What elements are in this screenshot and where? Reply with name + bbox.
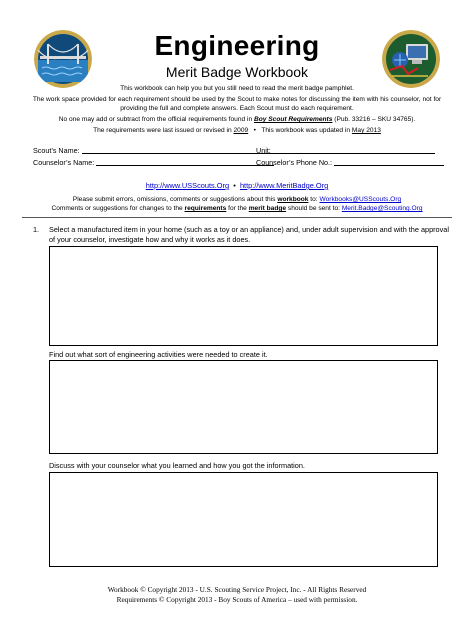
link-separator: • xyxy=(233,181,236,190)
intro-line-4 xyxy=(30,115,444,124)
website-links xyxy=(0,181,474,190)
requirement-1-line-1: Select a manufactured item in your home (such as a toy or an appliance) and, under adult supervision and with the approval xyxy=(49,225,449,234)
intro-line-2: The work space provided for each requirement should be used by the Scout to make notes for discussing the item with his counselor, not for xyxy=(32,96,442,103)
for-the-word: for the xyxy=(228,205,247,212)
requirement-1-line-2: of your counselor, investigate how and why it works as it does. xyxy=(49,234,251,244)
counselor-name-label: Counselor’s Name: xyxy=(33,158,95,167)
errors-contact-line xyxy=(0,196,474,203)
bullet-separator: • xyxy=(253,127,256,134)
counselor-name-field[interactable] xyxy=(33,158,274,167)
boy-scout-requirements-title: Boy Scout Requirements xyxy=(253,116,333,123)
page-title: Engineering xyxy=(154,30,320,61)
sent-to-text: should be sent to: xyxy=(287,205,340,212)
scout-name-field[interactable] xyxy=(33,146,278,155)
scout-name-line[interactable] xyxy=(82,146,278,154)
merit-badge-word: merit badge xyxy=(248,205,287,212)
updated-date: May 2013 xyxy=(351,127,381,134)
scout-name-label: Scout’s Name: xyxy=(33,146,80,155)
intro-line-5 xyxy=(30,126,444,135)
footer-copyright-2: Requirements © Copyright 2013 - Boy Scouts of America – used with permission. xyxy=(116,595,358,604)
requirement-1-text xyxy=(49,225,449,244)
requirement-1-part-3: Discuss with your counselor what you learned and how you got the information. xyxy=(49,461,305,470)
intro-pub-number: (Pub. 33216 – SKU 34765). xyxy=(334,116,416,123)
usscouts-link[interactable]: http://www.USScouts.Org xyxy=(145,181,230,190)
to-word: to: xyxy=(310,196,318,203)
counselor-phone-label: Counselor’s Phone No.: xyxy=(256,158,333,167)
intro-line-3: providing the full and complete answers. Each Scout must do each requirement. xyxy=(120,105,354,112)
answer-box-1[interactable] xyxy=(49,246,438,346)
unit-field[interactable] xyxy=(256,146,435,155)
answer-box-3[interactable] xyxy=(49,472,438,567)
requirement-1-part-2: Find out what sort of engineering activities were needed to create it. xyxy=(49,350,268,359)
answer-box-2[interactable] xyxy=(49,360,438,454)
requirements-word: requirements xyxy=(184,205,227,212)
workbooks-email-link[interactable]: Workbooks@USScouts.Org xyxy=(319,196,402,203)
intro-official-text: No one may add or subtract from the official requirements found in xyxy=(58,116,253,123)
requirement-1-number: 1. xyxy=(33,225,40,234)
section-divider xyxy=(22,217,452,218)
requirements-contact-line xyxy=(0,205,474,212)
unit-line[interactable] xyxy=(273,146,435,154)
updated-label: This workbook was updated in xyxy=(261,127,351,134)
merit-badge-email-link[interactable]: Merit.Badge@Scouting.Org xyxy=(341,205,423,212)
revised-label: The requirements were last issued or revised in xyxy=(93,127,232,134)
meritbadge-link[interactable]: http://www.MeritBadge.Org xyxy=(239,181,329,190)
counselor-phone-field[interactable] xyxy=(256,158,444,167)
workbook-word: workbook xyxy=(277,196,309,203)
unit-label: Unit: xyxy=(256,146,271,155)
intro-line-1: This workbook can help you but you still need to read the merit badge pamphlet. xyxy=(120,85,354,92)
revised-year: 2009 xyxy=(233,127,249,134)
errors-text: Please submit errors, omissions, comments or suggestions about this xyxy=(72,196,276,203)
counselor-phone-line[interactable] xyxy=(334,158,444,166)
changes-text: Comments or suggestions for changes to the xyxy=(51,205,183,212)
page-subtitle: Merit Badge Workbook xyxy=(165,64,309,80)
footer-copyright-1: Workbook © Copyright 2013 - U.S. Scouting Service Project, Inc. - All Rights Reserved xyxy=(107,585,367,594)
counselor-name-line[interactable] xyxy=(96,158,274,166)
